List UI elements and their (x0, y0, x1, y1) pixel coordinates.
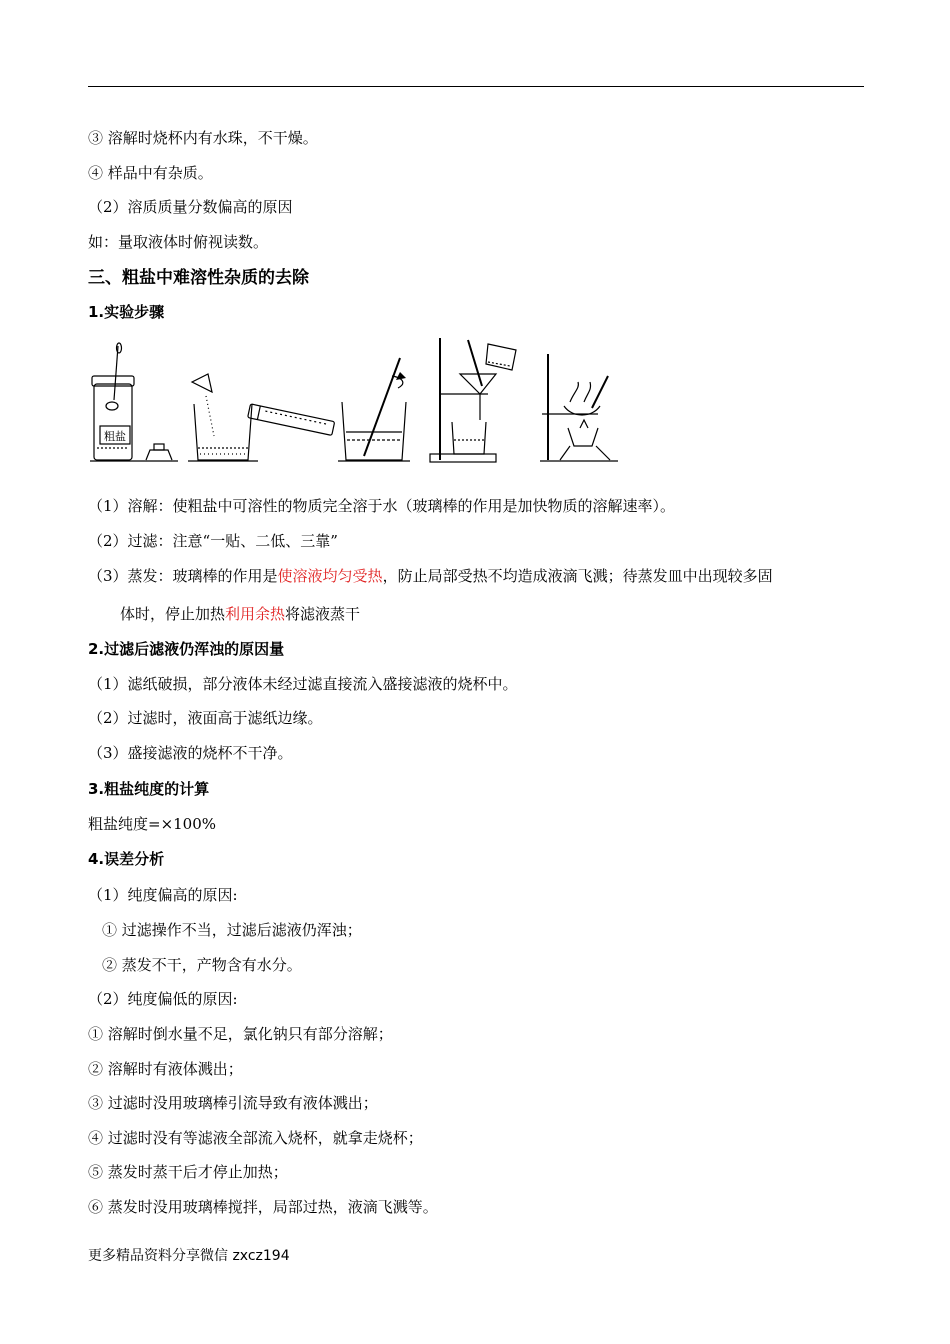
footer-note: 更多精品资料分享微信 zxcz194 (88, 1248, 290, 1264)
salt-jar-icon (90, 343, 178, 461)
filtration-icon (430, 338, 516, 462)
section-title: 三、粗盐中难溶性杂质的去除 (88, 268, 309, 288)
list-item: （2）过滤时，液面高于滤纸边缘。 (88, 709, 323, 727)
step-evaporate: （3）蒸发：玻璃棒的作用是使溶液均匀受热，防止局部受热不均造成液滴飞溅；待蒸发皿中出现较多固 (88, 567, 773, 585)
step-dissolve: （1）溶解：使粗盐中可溶性的物质完全溶于水（玻璃棒的作用是加快物质的溶解速率）。 (88, 497, 676, 515)
step-filter: （2）过滤：注意“一贴、二低、三靠” (88, 532, 338, 550)
list-item: （1）滤纸破损，部分液体未经过滤直接流入盛接滤液的烧杯中。 (88, 675, 518, 693)
text-line: （2）溶质质量分数偏高的原因 (88, 198, 293, 216)
jar-label: 粗盐 (104, 430, 126, 443)
text-line: ③ 溶解时烧杯内有水珠，不干燥。 (88, 129, 318, 147)
list-item: ④ 过滤时没有等滤液全部流入烧杯，就拿走烧杯； (88, 1129, 423, 1147)
text-line: ④ 样品中有杂质。 (88, 164, 213, 182)
subsection-title: 2.过滤后滤液仍浑浊的原因量 (88, 640, 285, 658)
list-title: （2）纯度偏低的原因: (88, 990, 238, 1008)
experiment-steps-figure (88, 336, 628, 466)
pouring-cylinder-icon (188, 374, 335, 461)
list-item: ⑤ 蒸发时蒸干后才停止加热； (88, 1163, 288, 1181)
formula: 粗盐纯度=×100% (88, 815, 217, 833)
list-item: ③ 过滤时没用玻璃棒引流导致有液体溅出； (88, 1094, 378, 1112)
list-item: （3）盛接滤液的烧杯不干净。 (88, 744, 293, 762)
subsection-title: 4.误差分析 (88, 850, 165, 868)
subsection-title: 1.实验步骤 (88, 303, 165, 321)
list-item: ① 溶解时倒水量不足，氯化钠只有部分溶解； (88, 1025, 393, 1043)
text-line: 如：量取液体时俯视读数。 (88, 233, 269, 251)
list-item: ② 溶解时有液体溅出； (88, 1060, 243, 1078)
list-item: ① 过滤操作不当，过滤后滤液仍浑浊； (102, 921, 362, 939)
header-rule (88, 86, 864, 87)
dissolving-beaker-icon (338, 358, 410, 461)
highlight-text: 使溶液均匀受热 (277, 567, 383, 585)
list-item: ⑥ 蒸发时没用玻璃棒搅拌，局部过热，液滴飞溅等。 (88, 1198, 438, 1216)
evaporation-icon (540, 354, 618, 461)
step-evaporate-cont: 体时，停止加热利用余热将滤液蒸干 (120, 605, 361, 623)
list-item: ② 蒸发不干，产物含有水分。 (102, 956, 302, 974)
highlight-text: 利用余热 (225, 605, 286, 623)
subsection-title: 3.粗盐纯度的计算 (88, 780, 210, 798)
list-title: （1）纯度偏高的原因: (88, 886, 238, 904)
